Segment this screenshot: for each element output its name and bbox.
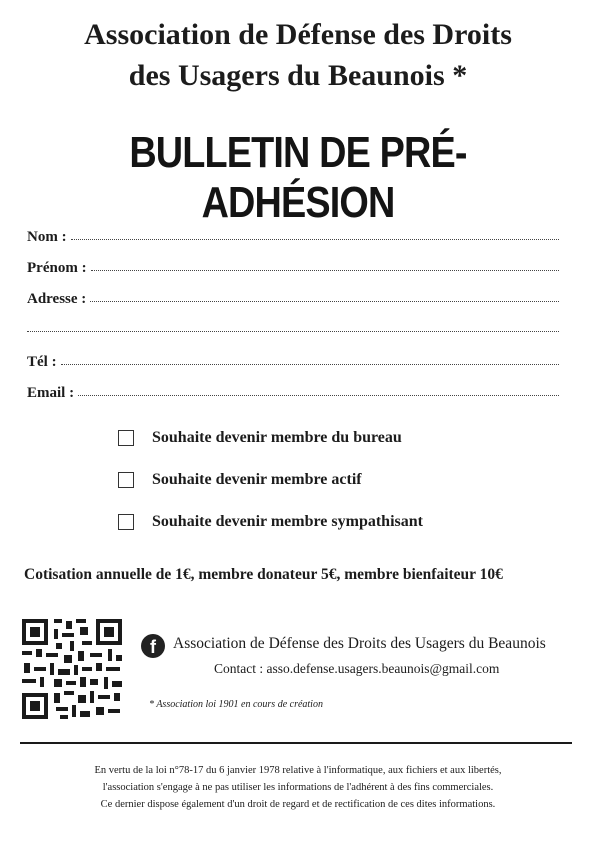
organization-title-line1: Association de Défense des Droits (84, 18, 512, 51)
nom-input-line[interactable] (71, 238, 559, 240)
email-field[interactable] (27, 380, 559, 402)
facebook-icon[interactable]: f (141, 634, 165, 658)
prenom-field[interactable] (27, 255, 559, 277)
organization-title-line2: des Usagers du Beaunois * (128, 59, 468, 92)
tel-input-line[interactable] (61, 363, 559, 365)
tel-field[interactable] (27, 349, 559, 371)
legal-line1: En vertu de la loi n°78-17 du 6 janvier 1978 relative à l'informatique, aux fichiers et aux libertés, (94, 765, 502, 776)
adresse-label: Adresse : (27, 291, 87, 307)
legal-line3: Ce dernier dispose également d'un droit de regard et de rectification de ces dites informations. (100, 799, 496, 810)
adresse-input-line[interactable] (90, 300, 559, 302)
adresse-field[interactable] (27, 286, 559, 308)
facebook-page-name: Association de Défense des Droits des Usagers du Beaunois (173, 635, 546, 652)
sympathisant-option-label: Souhaite devenir membre sympathisant (152, 513, 423, 530)
bureau-option-label: Souhaite devenir membre du bureau (152, 429, 402, 446)
actif-option-label: Souhaite devenir membre actif (152, 471, 362, 488)
divider (20, 742, 572, 744)
organization-title (0, 14, 596, 96)
option-bureau[interactable] (118, 427, 402, 449)
adresse-continuation-line[interactable] (27, 331, 559, 332)
option-actif[interactable] (118, 469, 362, 491)
contact-email: Contact : asso.defense.usagers.beaunois@gmail.com (214, 661, 500, 676)
bureau-checkbox[interactable] (118, 430, 134, 446)
prenom-label: Prénom : (27, 260, 87, 276)
prenom-input-line[interactable] (91, 269, 559, 271)
legal-notice (40, 762, 556, 813)
actif-checkbox[interactable] (118, 472, 134, 488)
option-sympathisant[interactable] (118, 511, 423, 533)
bulletin-title: BULLETIN DE PRÉ-ADHÉSION (129, 128, 467, 227)
cotisation-text: Cotisation annuelle de 1€, membre donateur 5€, membre bienfaiteur 10€ (24, 566, 503, 583)
tel-label: Tél : (27, 354, 57, 370)
footnote: * Association loi 1901 en cours de création (149, 699, 323, 710)
qr-code[interactable] (20, 617, 124, 721)
email-label: Email : (27, 385, 75, 401)
nom-field[interactable] (27, 224, 559, 246)
nom-label: Nom : (27, 229, 67, 245)
legal-line2: l'association s'engage à ne pas utiliser les informations de l'adhérent à des fins commerciales. (102, 782, 494, 793)
sympathisant-checkbox[interactable] (118, 514, 134, 530)
email-input-line[interactable] (78, 394, 559, 396)
